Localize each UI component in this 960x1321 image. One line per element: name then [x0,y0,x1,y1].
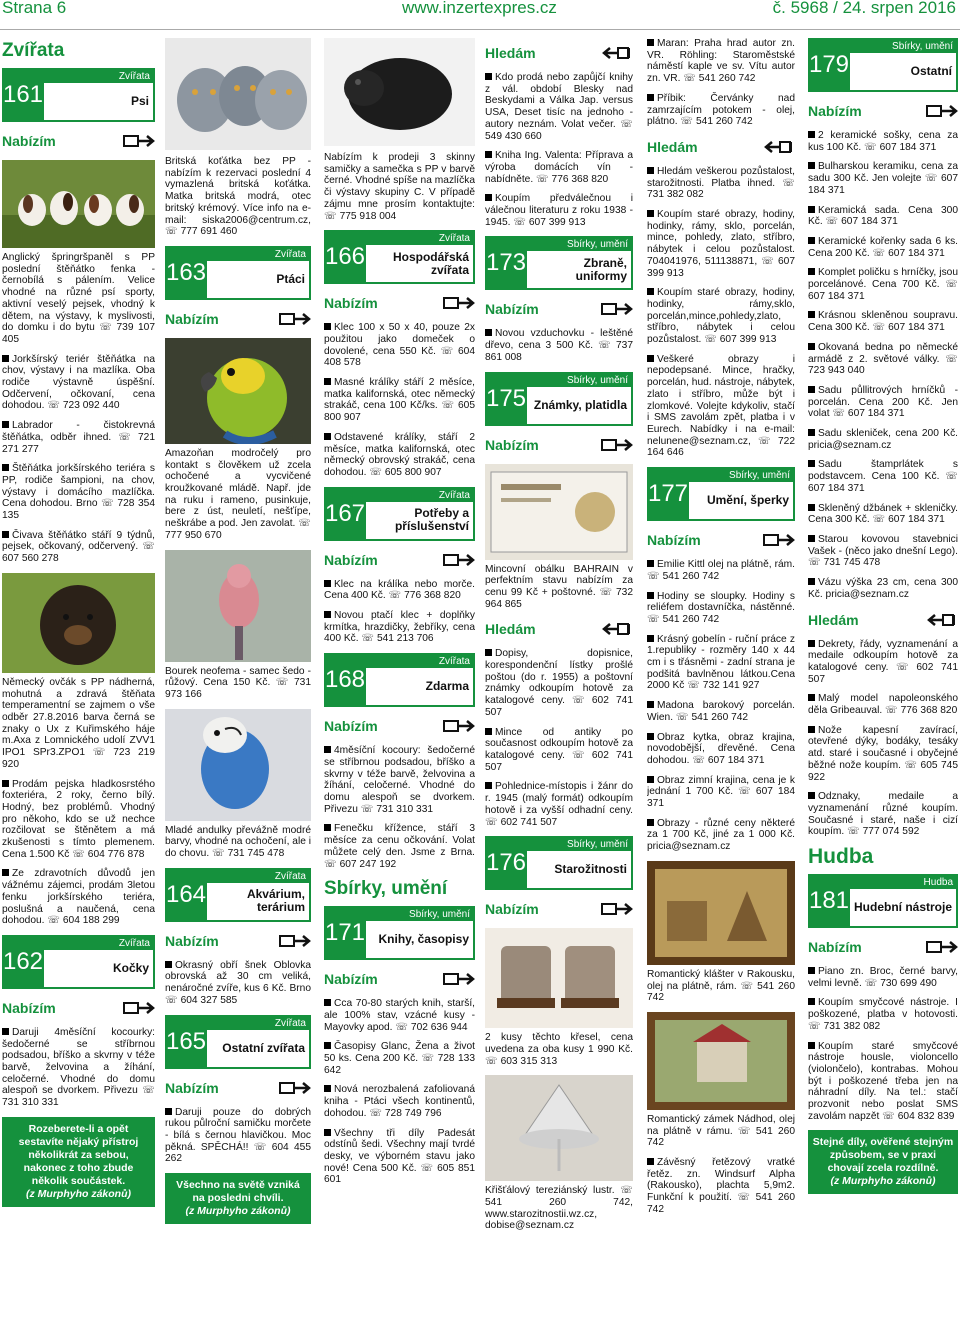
category-box-179: 179 Sbírky, umění Ostatní [808,38,958,92]
ad-item: Maran: Praha hrad autor zn. VR. Röhling: Staroměstské náměstí kaple ve sv. Vítu autor zn. VR. ☏ 541 260 742 [647,38,795,85]
ad-text: 2 kusy těchto křesel, cena uvedena za oba kusy 1 990 Kč. ☏ 603 315 313 [485,1032,633,1067]
puppies-photo [2,160,155,248]
murphy-quote: Všechno na světě vzniká na posledni chvíli. (z Murphyho zákonů) [165,1173,311,1224]
ad-item: Keramická sada. Cena 300 Kč. ☏ 607 184 371 [808,204,958,228]
column-6 [808,38,958,1321]
ad-item: Sadu půllitrových hrníčků - porcelán. Cena 200 Kč. Jen volat ☏ 607 184 371 [808,384,958,420]
ad-item: Sadu skleniček, cena 200 Kč. pricia@seznam.cz [808,428,958,451]
ad-item: Cca 70-80 starých knih, starší, ale 100% stav, vzácné kusy - Mayovky apod. ☏ 702 636 944 [324,998,475,1033]
offer-heading: Nabízím [485,298,633,320]
ad-item: Závěsný řetězový vratké řetěz. zn. Windsurf Alpha (Rakousko), plachta 5,9m2. Funkční k použití. ☏ 541 260 742 [647,1157,795,1215]
ad-item: Koupím smyčcové nástroje. I poškozené, platba v hotovosti. ☏ 731 382 082 [808,997,958,1032]
column-3 [324,38,475,1321]
ad-text: Mincovní obálku BAHRAIN v perfektním stavu nabízím za cenu 99 Kč + poštovné. ☏ 732 964 865 [485,563,633,610]
ad-item: Štěňátka jorkšírského teriéra s PP, rodiče šampioni, na chov, výstavy i domácího mazlíčka. Cena dohodou. Brno ☏ 728 354 135 [2,463,155,522]
page-header [0,0,960,30]
category-number: 161 [2,68,44,122]
ad-item: Dopisy, dopisnice, korespondenční lístky prošlé poštou (do r. 1955) a poštovní známky odkoupím hotově za katalogové ceny. ☏ 602 741 507 [485,648,633,718]
ad-item: Starou kovovou stavebnici Vašek - (něco jako dnešní Lego). ☏ 731 745 478 [808,533,958,569]
ad-item: Kdo prodá nebo zapůjčí knihy z vál. období Blesky nad Beskydami a Válka Jap. versus USA, Deset tisíc na jednoho - autory neznám. Volat večer. ☏ 549 430 660 [485,72,633,142]
ad-item: Dekrety, řády, vyznamenání a medaile odkoupím hotově za katalogové ceny. ☏ 602 741 507 [808,638,958,685]
ad-text: Amazoňan modročelý pro kontakt s člověkem už zcela ochočené a vycvičené kroužkované mládě. Např. jde na ruku i rameno, pusinkuje, bere z úst, neuletí, nešťípe, neškrábe a pod. Jen zavolat. ☏ 777 950 670 [165,447,311,541]
castle-painting-photo [647,1012,795,1110]
arrow-right-icon [123,133,155,149]
monastery-painting-photo [647,861,795,965]
offer-heading: Nabízím [324,715,475,737]
column-1 [2,38,155,1321]
ad-text: Německý ovčák s PP nádherná, mohutná a zdravá štěňata temperamentní se zajmem o vše odběr 27.8.2016 barva černá se znaky o Ux z Kuřimského háje m.Axa z Lomnického udolí ZVV1 IPO1 SPr3.ZPO1 ☏ 723 219 920 [2,676,155,770]
category-box-166: 166 Zvířata Hospodářská zvířata [324,230,475,284]
ad-item: Příbik: Červánky nad zamrzajícím potokem - olej, plátno. ☏ 541 260 742 [647,92,795,128]
ad-item: Piano zn. Broc, černé barvy, velmi levně. ☏ 730 699 490 [808,966,958,989]
coin-envelope-photo [485,464,633,560]
ad-item: Čivava štěňátko stáří 9 týdnů, pejsek, očkovaný, odčervený. ☏ 607 560 278 [2,529,155,565]
ad-item: Okovaná bedna po německé armádě z 2. světové války. ☏ 723 943 040 [808,341,958,377]
ad-item: Prodám pejska hladkosrstého foxteriéra, 2 roky, černo bílý. Hodný, bez problémů. Vhodný pro někoho, kdo se už nechce rozčilovat se štěnětem a má zkušenosti s tímto plemenem. Cena 1.500 Kč ☏ 604 776 878 [2,778,155,860]
ad-text: Křišťálový tereziánský lustr. ☏ 541 260 742, www.starozitnostii.wz.cz, dobise@seznam.cz [485,1185,633,1232]
ad-item: Fenečku křížence, stáří 3 měsíce za cenu očkování. Volat můžete celý den. Jsme z Brna. ☏ 607 247 192 [324,823,475,870]
category-box-165: 165 Zvířata Ostatní zvířata [165,1015,311,1069]
arrow-right-icon [443,718,475,734]
ad-item: Krásnou skleněnou soupravu. Cena 300 Kč. ☏ 607 184 371 [808,310,958,334]
offer-heading: Nabízím [647,529,795,551]
chandelier-photo [485,1075,633,1181]
offer-heading: Nabízím [165,930,311,952]
arrow-right-icon [443,295,475,311]
ad-item: Daruji 4měsíční kocourky: šedočerné se stříbrnou podsadou, bříško a skvrny v téže barvě, želvovina a žíhání, celočerné. Vhodné do domu alespoň se dvorkem. Přivezu ☏ 731 310 331 [2,1026,155,1109]
category-box-175: 175 Sbírky, umění Známky, platidla [485,372,633,426]
page-number: Strana 6 [2,0,67,17]
ad-text: Romantický zámek Nádhod, olej na plátně v rámu. ☏ 541 260 742 [647,1113,795,1149]
ad-item: Koupím staré smyčcové nástroje housle, violoncello (violončelo), kontrabas. Mohou být i poškozené třeba jen na náhradní díly. Na tel.: stačí prozvonit nebo poslat SMS zavolám napzět ☏ 604 832 839 [808,1040,958,1122]
arrow-right-icon [601,437,633,453]
arrow-right-icon [926,103,958,119]
offer-heading: Nabízím [2,130,155,152]
ad-item: Sadu štamprlátek s podstavcem. Cena 100 Kč. ☏ 607 184 371 [808,459,958,494]
category-box-173: 173 Sbírky, umění Zbraně, uniformy [485,236,633,290]
ad-item: Nová nerozbalená zafoliovaná kniha - Ptáci všech kontinentů, dohodou. ☏ 728 749 796 [324,1084,475,1119]
category-box-176: 176 Sbírky, umění Starožitnosti [485,836,633,890]
ad-item: Emilie Kittl olej na plátně, rám. ☏ 541 260 742 [647,559,795,582]
category-box-164: 164 Zvířata Akvárium, terárium [165,868,311,922]
wanted-heading: Hledám [808,609,958,631]
budgie-photo [165,709,311,821]
arrow-right-icon [279,1080,311,1096]
section-title: Sbírky, umění [324,878,448,900]
ad-item: Skleněný džbánek + skleničky. Cena 300 Kč. ☏ 607 184 371 [808,502,958,526]
offer-heading: Nabízím [808,936,958,958]
ad-item: Obrazy - různé ceny některé za 1 700 Kč, jiné za 1 000 Kč. pricia@seznam.cz [647,817,795,853]
ad-item: Ze zdravotních důvodů jen vážnému zájemci, prodám 3letou fenku jorkšírského teriéra, poslušná a naučená, cena dohodou. ☏ 604 188 299 [2,868,155,927]
site-url[interactable]: www.inzertexpres.cz [402,0,557,17]
category-box-161 [2,68,155,122]
murphy-quote: Rozeberete-li a opět sestavíte nějaký přístroj několikrát za sebou, nakonec z toho zbude několik součástek. (z Murphyho zákonů) [2,1117,155,1207]
column-5 [647,38,795,1321]
ad-item: Veškeré obrazy i nepodepsané. Mince, hračky, porcelán, hud. nástroje, nábytek, zlato i stříbro, může být i zlomkové. Volejte kdykoliv, stačí i SMS zavolám zpět, platba i v Eurech. Nabídky i na e-mail: nelunene@seznam.cz, ☏ 722 164 646 [647,353,795,459]
wanted-heading: Hledám [485,42,633,64]
ad-item: Jorkšírský teriér štěňátka na chov, výstavy i na mazlíka. Oba rodiče výstavně úspěšní. Odčervení, očkovaní, cena dohodou. ☏ 723 092 440 [2,353,155,412]
armchairs-photo [485,928,633,1028]
category-box-177: 177 Sbírky, umění Umění, šperky [647,467,795,521]
ad-item: Odznaky, medaile a vyznamenání různé koupím. Současné i staré, naše i cizí koupím. ☏ 777 074 592 [808,791,958,838]
ad-item: Malý model napoleonského děla Gribeauval. ☏ 776 368 820 [808,693,958,717]
category-box-168: 168 Zvířata Zdarma [324,653,475,707]
arrow-right-icon [279,933,311,949]
offer-heading: Nabízím [485,898,633,920]
ad-item: Novou ptačí klec + doplňky krmítka, hrazdičky, žebříky, cena 400 Kč. ☏ 541 213 706 [324,610,475,645]
category-box-162: 162 Zvířata Kočky [2,935,155,989]
ad-text: Britská koťátka bez PP - nabízím k rezervaci poslední 4 vymazlená britská koťátka. Matka britská modrá, otec britský krémový. Více info na e-mail: siska2006@centrum.cz, ☏ 777 691 460 [165,156,311,238]
category-box-167: 167 Zvířata Potřeby a příslušenství [324,487,475,541]
category-box-163: 163 Zvířata Ptáci [165,246,311,300]
category-box-181: 181 Hudba Hudební nástroje [808,874,958,928]
ad-item: Klec 100 x 50 x 40, pouze 2x použitou jako domeček o dovolené, cena 550 Kč. ☏ 604 408 578 [324,322,475,369]
arrow-left-icon [926,612,958,628]
category-box-171: 171 Sbírky, umění Knihy, časopisy [324,906,475,960]
arrow-right-icon [443,552,475,568]
offer-heading: Nabízím [485,434,633,456]
ad-item: 2 keramické sošky, cena za kus 100 Kč. ☏ 607 184 371 [808,130,958,153]
ad-item: Klec na králíka nebo morče. Cena 400 Kč. ☏ 776 368 820 [324,578,475,602]
ad-item: Pohlednice-místopis i žánr do r. 1945 (malý formát) odkoupím hotově i za vyšší odhadní ceny. ☏ 602 741 507 [485,781,633,828]
ad-item: Koupím staré obrazy, hodiny, hodinky, rámy,sklo, porcelán,mince,pohledy,zlato, stříbro, nábytek i celou pozůstalost. ☏ 607 399 913 [647,287,795,346]
ad-item: Koupím předválečnou i válečnou literaturu z roku 1938 - 1945. ☏ 607 399 913 [485,193,633,228]
ad-item: Mince od antiky po současnost odkoupím hotově za katalogové ceny. ☏ 602 741 507 [485,726,633,773]
column-4 [485,38,633,1321]
ad-item: Okrasný obří šnek Oblovka obrovská až 30 cm veliká, nenáročné zvíře, kus 6 Kč. Brno ☏ 604 327 585 [165,959,311,1006]
skinny-guinea-pig-photo [324,38,475,146]
ad-item: Labrador - čistokrevná štěňátka, odběr ihned. ☏ 721 271 277 [2,420,155,455]
ad-item: Hodiny se sloupky. Hodiny s reliéfem dostavníčka, nástěnné. ☏ 541 260 742 [647,590,795,625]
ad-item: Daruji pouze do dobrých rukou půlroční samičku morčete - bílá s černou hlavičkou. Moc pěkná. SPĚCHÁ!! ☏ 604 455 262 [165,1106,311,1165]
kittens-photo [165,38,311,150]
arrow-left-icon [601,45,633,61]
arrow-right-icon [763,532,795,548]
ad-item: Koupím staré obrazy, hodiny, hodinky, rámy, sklo, porcelán, mince, pohledy, zlato, stříbro, nábytek i celou pozůstalost. 704041976, 511138871, ☏ 607 399 913 [647,209,795,279]
arrow-right-icon [601,301,633,317]
ad-item: Hledám veškerou pozůstalost, starožitnosti. Platba ihned. ☏ 731 382 082 [647,165,795,201]
ad-text: Anglický špringršpaněl s PP poslední štěňátko fenka - černobílá s pálením. Velice vhodné na různé psí sporty, aktivní veselý pejsek, vhodný k dětem, na výstavy, k myslivosti, do domku i do bytu ☏ 739 107 405 [2,252,155,345]
ad-text: Nabízím k prodeji 3 skinny samičky a samečka s PP v barvě černé. Vhodné spíše na mazlíčka či výstavy skupiny C. V případě zájmu mne prosím kontaktujte: ☏ 775 918 004 [324,152,475,222]
ad-item: Novou vzduchovku - leštěné dřevo, cena 3 500 Kč. ☏ 737 861 008 [485,328,633,363]
ad-text: Mladé andulky převážně modré barvy, vhodné na ochočení, ale i do chovu. ☏ 731 745 478 [165,824,311,860]
wanted-heading: Hledám [485,618,633,640]
offer-heading: Nabízím [2,997,155,1019]
ad-item: Obraz zimní krajina, cena je k jednání 1 700 Kč. ☏ 607 184 371 [647,774,795,810]
arrow-right-icon [443,971,475,987]
arrow-right-icon [601,901,633,917]
arrow-right-icon [123,1000,155,1016]
ad-item: Kniha Ing. Valenta: Příprava a výroba domácích vín - nabídněte. ☏ 776 368 820 [485,150,633,185]
issue-date: č. 5968 / 24. srpen 2016 [772,0,956,17]
ad-text: Romantický klášter v Rakousku, olej na plátně, rám. ☏ 541 260 742 [647,968,795,1004]
offer-heading: Nabízím [165,1077,311,1099]
ad-item: Krásný gobelín - ruční práce z 1.republiky - rozměry 140 x 44 cm i s třásněmi - zadní strana je podšitá bavlněnou látkou.Cena 2000 Kč ☏ 732 141 927 [647,633,795,692]
arrow-right-icon [926,939,958,955]
ad-item: Keramické kořenky sada 6 ks. Cena 200 Kč. ☏ 607 184 371 [808,235,958,259]
ad-item: Všechny tři díly Padesát odstínů šedi. Všechny mají tvrdé desky, ve výborném stavu jako nové! Cena 500 Kč. ☏ 605 851 601 [324,1127,475,1186]
ad-item: Madona barokový porcelán. Wien. ☏ 541 260 742 [647,700,795,723]
ad-item: Nože kapesní zavírací, otevřené dýky, bodáky, tesáky atd. staré i současné i obyčejné běžné nože koupím. ☏ 605 745 922 [808,724,958,783]
ad-text: Bourek neofema - samec šedo - růžový. Cena 150 Kč. ☏ 731 973 166 [165,665,311,700]
offer-heading: Nabízím [324,968,475,990]
ad-item: Odstavené králíky, stáří 2 měsíce, matka kalifornská, otec německý obrovský strakáč, cena dohodou. ☏ 605 800 907 [324,431,475,478]
parrot-photo [165,338,311,444]
section-title: Hudba [808,845,874,869]
bourke-parrot-photo [165,550,311,662]
category-label: Zvířata [44,70,153,83]
arrow-left-icon [601,621,633,637]
arrow-right-icon [279,311,311,327]
ad-item: Masné králíky stáří 2 měsíce, matka kalifornská, otec německý strakáč, cena 100 Kč/ks. ☏ 605 800 907 [324,377,475,424]
arrow-left-icon [763,139,795,155]
murphy-quote: Stejné díly, ověřené stejným způsobem, se v praxi chovají zcela rozdílně. (z Murphyho zákonů) [808,1130,958,1194]
german-shepherd-puppy-photo [2,573,155,673]
offer-heading: Nabízím [808,100,958,122]
category-title: Psi [130,94,149,108]
ad-item: Obraz kytka, obraz krajina, novodobější, dřevěné. Cena dohodou. ☏ 607 184 371 [647,731,795,766]
ad-item: 4měsíční kocoury: šedočerné se stříbrnou podsadou, bříško a skvrny v téže barvě, želvovina a žíhání, celočerné. Vhodné do domu alespoň se dvorkem. Přivezu ☏ 731 310 331 [324,745,475,815]
ad-item: Vázu výška 23 cm, cena 300 Kč. pricia@seznam.cz [808,577,958,600]
wanted-heading: Hledám [647,136,795,158]
ad-item: Bulharskou keramiku, cena za sadu 300 Kč. Jen volejte ☏ 607 184 371 [808,161,958,196]
ad-item: Komplet poličku s hrníčky, jsou porcelánové. Cena 700 Kč. ☏ 607 184 371 [808,267,958,302]
offer-heading: Nabízím [324,292,475,314]
offer-heading: Nabízím [324,549,475,571]
offer-heading: Nabízím [165,308,311,330]
ad-item: Časopisy Glanc, Žena a život 50 ks. Cena 200 Kč. ☏ 728 133 642 [324,1041,475,1076]
column-2 [165,38,311,1321]
section-title: Zvířata [2,40,65,61]
